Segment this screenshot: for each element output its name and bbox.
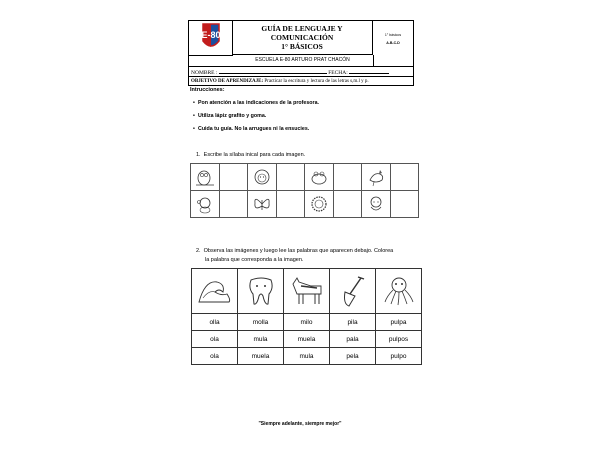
word-option[interactable]: milo [284,314,330,331]
syllable-answer-cell[interactable] [277,164,305,191]
nombre-label: NOMBRE : [191,70,218,76]
monkey2-icon [362,191,391,218]
word-option[interactable]: ola [192,348,238,365]
word-option[interactable]: pulpos [376,331,422,348]
word-option[interactable]: pila [330,314,376,331]
header-table [188,20,414,86]
syllable-table [190,163,419,218]
objetivo-text: Practicar la escritura y lectura de las letras s,m.l y p. [264,79,369,84]
butterfly-icon [248,191,277,218]
owl-icon [191,164,220,191]
dove-icon [362,164,391,191]
syllable-answer-cell[interactable] [391,164,419,191]
word-option[interactable]: pala [330,331,376,348]
mule-icon [284,269,330,314]
word-option[interactable]: ola [192,331,238,348]
lion-face-icon [248,164,277,191]
shovel-icon [330,269,376,314]
octopus-icon [376,269,422,314]
word-table [191,268,422,365]
molar-icon [238,269,284,314]
nombre-fecha-row [189,66,413,76]
word-option[interactable]: molla [238,314,284,331]
word-option[interactable]: mula [284,348,330,365]
school-motto: "Siempre adelante, siempre mejor" [258,421,342,427]
syllable-answer-cell[interactable] [277,191,305,218]
syllable-answer-cell[interactable] [391,191,419,218]
syllable-answer-cell[interactable] [220,191,248,218]
fecha-label: FECHA: [328,70,348,76]
objetivo-row [189,76,413,86]
instructions-title: Intrucciones: [190,87,225,93]
syllable-answer-cell[interactable] [334,191,362,218]
school-logo [189,21,233,56]
guide-title: GUÍA DE LENGUAJE Y COMUNICACIÓN 1° BÁSICOS [232,21,373,55]
frog-icon [305,164,334,191]
instruction-item: • Pon atención a las indicaciones de la profesora. [198,100,319,106]
wave-icon [192,269,238,314]
word-option[interactable]: mula [238,331,284,348]
instruction-item: • Utiliza lápiz grafito y goma. [198,113,266,119]
word-option[interactable]: pulpo [376,348,422,365]
exercise1-prompt: 1. Escribe la sílaba inical para cada imagen. [196,152,306,158]
word-option[interactable]: pela [330,348,376,365]
school-name: ESCUELA E-80 ARTURO PRAT CHACÓN [232,55,374,66]
word-option[interactable]: olla [192,314,238,331]
word-option[interactable]: muela [238,348,284,365]
nombre-field[interactable] [219,67,327,74]
lion-icon [305,191,334,218]
logo-text: E-80 [200,30,221,40]
instruction-item: • Cuida tu guía. No la arrugues ni la ensucies. [198,126,309,132]
syllable-answer-cell[interactable] [220,164,248,191]
objetivo-label: OBJETIVO DE APRENDIZAJE: [191,79,264,84]
exercise2-prompt: 2. Observa las imágenes y luego lee las palabras que aparecen debajo. Colorea [196,248,394,254]
syllable-answer-cell[interactable] [334,164,362,191]
grade-info: 1° básicos A-B-C-D [384,33,402,45]
word-option[interactable]: muela [284,331,330,348]
monkey-icon [191,191,220,218]
word-option[interactable]: pulpa [376,314,422,331]
exercise2-prompt-line2: la palabra que corresponda a la imagen. [205,257,304,263]
fecha-field[interactable] [349,67,389,74]
